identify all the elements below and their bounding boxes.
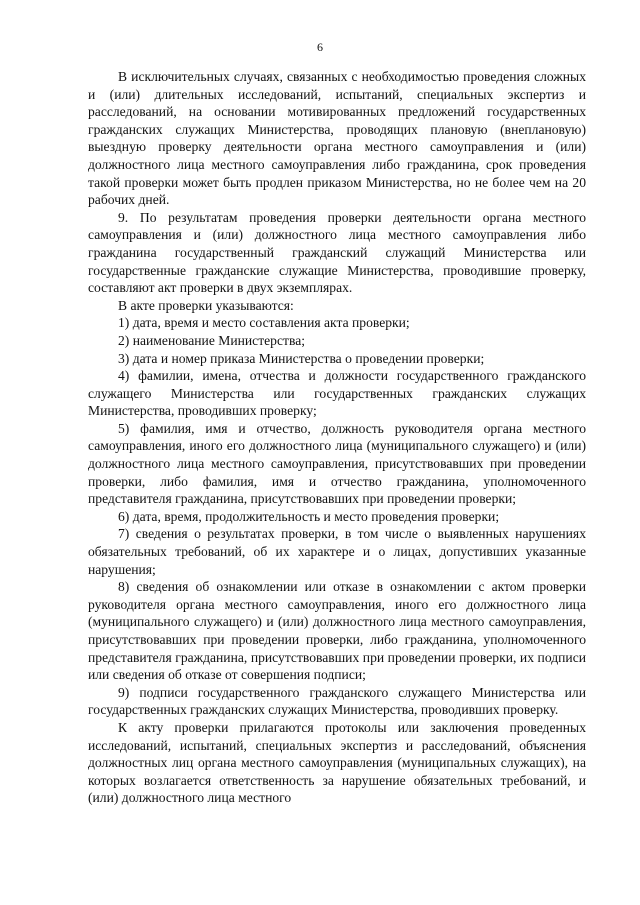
list-item-3: 3) дата и номер приказа Министерства о проведении проверки; [118, 350, 485, 366]
list-item-6: 6) дата, время, продолжительность и место проведения проверки; [118, 508, 500, 524]
paragraph-act-attachments: К акту проверки прилагаются протоколы или заключения проведенных исследований, испытаний, специальных экспертиз и расследований, объяснения должностных лиц органа местного самоуправления (муниципальных служащих), на которых возлагается ответственность за нарушение обязательных требований, и (или) должностного лица местного [88, 719, 586, 806]
page-number: 6 [317, 40, 323, 54]
document-body [88, 68, 586, 807]
list-item-8: 8) сведения об ознакомлении или отказе в ознакомлении с актом проверки руководителя органа местного самоуправления, иного его должностного лица (муниципального служащего) и (или) должностного лица местного самоуправления, присутствовавших при проведении проверки, либо гражданина, уполномоченного представителя гражданина, присутствовавших при проведении проверки, их подписи или сведения об отказе от совершения подписи; [88, 579, 586, 683]
list-item-2: 2) наименование Министерства; [118, 332, 306, 348]
list-item-7: 7) сведения о результатах проверки, в том числе о выявленных нарушениях обязательных требований, об их характере и о лицах, допустивших указанные нарушения; [88, 526, 586, 577]
list-item-1: 1) дата, время и место составления акта проверки; [118, 315, 410, 331]
list-item-4: 4) фамилии, имена, отчества и должности государственного гражданского служащего Министерства или государственных гражданских служащих Министерства, проводивших проверку; [88, 368, 586, 419]
paragraph-extension-of-inspection: В исключительных случаях, связанных с необходимостью проведения сложных и (или) длительных исследований, испытаний, специальных экспертиз и расследований, на основании мотивированных предложений государственных гражданских служащих Министерства, проводящих плановую (внеплановую) выездную проверку деятельности органа местного самоуправления и (или) должностного лица местного самоуправления либо гражданина, срок проведения такой проверки может быть продлен приказом Министерства, но не более чем на 20 рабочих дней. [88, 69, 586, 208]
paragraph-act-contents-intro: В акте проверки указываются: [118, 297, 294, 313]
paragraph-item-9-inspection-act: 9. По результатам проведения проверки деятельности органа местного самоуправления и (или) должностного лица местного самоуправления либо гражданина государственный гражданский служащий Министерства или государственные гражданские служащие Министерства, проводившие проверку, составляют акт проверки в двух экземплярах. [88, 209, 586, 296]
list-item-9: 9) подписи государственного гражданского служащего Министерства или государственных гражданских служащих Министерства, проводивших проверку. [88, 684, 586, 718]
list-item-5: 5) фамилия, имя и отчество, должность руководителя органа местного самоуправления, иного его должностного лица (муниципального служащего) и (или) должностного лица местного самоуправления, присутствовавших при проведении проверки, либо фамилия, имя и отчество гражданина, уполномоченного представителя гражданина, присутствовавших при проведении проверки; [88, 420, 586, 507]
